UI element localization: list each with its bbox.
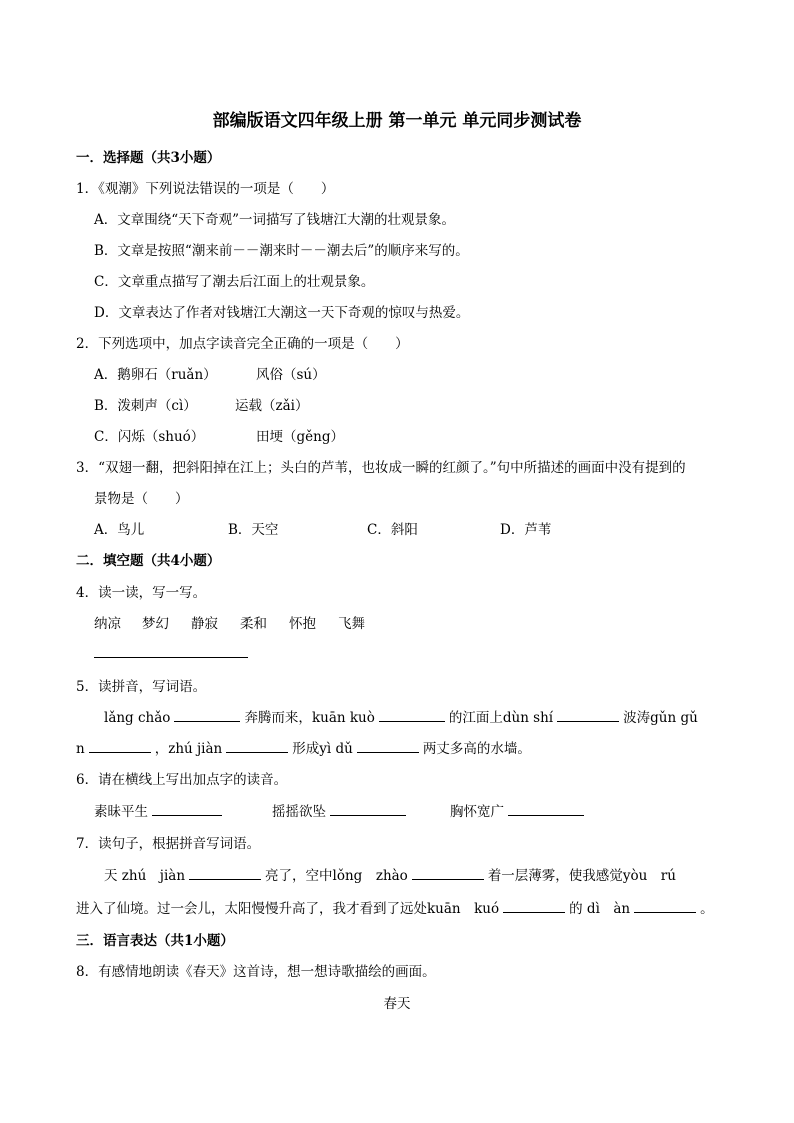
text: 奔腾而来， [244,710,312,726]
question-5-line2 [76,737,531,757]
answer-blank[interactable] [174,707,240,722]
section-heading-expression: 三．语言表达（共1小题） [76,933,234,949]
pinyin: lǎng chǎo [104,710,171,726]
answer-blank[interactable] [379,707,445,722]
answer-blank[interactable] [89,738,151,753]
question-7-line2 [76,897,714,917]
question-7-stem: 7．读句子，根据拼音写词语。 [76,836,261,852]
question-2-option-b: B．泼刺声（cì） [94,398,197,414]
pinyin: dùn shí [502,710,554,726]
pinyin: zhú jiàn [121,868,186,884]
question-4-word: 柔和 [240,616,267,632]
answer-blank[interactable] [508,801,584,816]
question-1-option-c: C．文章重点描写了潮去后江面上的壮观景象。 [94,274,375,290]
word: 胸怀宽广 [450,804,504,820]
answer-blank[interactable] [226,738,288,753]
text: 波涛 [623,710,651,726]
question-8-stem: 8．有感情地朗读《春天》这首诗，想一想诗歌描绘的画面。 [76,964,436,980]
question-4-word: 纳凉 [94,616,121,632]
question-7-line1 [104,864,676,884]
question-3-option-b: B．天空 [228,522,279,538]
text: ， [154,741,169,757]
question-3-stem-line1: 3．“双翅一翻，把斜阳掉在江上；头白的芦苇，也妆成一瞬的红颜了。”句中所描述的画面中没有提到的 [76,460,686,476]
question-2-option-b-word2: 运载（zǎi） [235,398,309,414]
question-6-item-2 [272,800,410,820]
question-5-line1 [104,706,698,726]
section-heading-fill: 二．填空题（共4小题） [76,553,221,569]
question-4-word: 飞舞 [338,616,365,632]
question-4-word: 梦幻 [142,616,169,632]
text: 着一层薄雾，使我感觉 [487,868,623,884]
question-1-option-b: B．文章是按照“潮来前－－潮来时－－潮去后”的顺序来写的。 [94,243,469,259]
answer-blank[interactable] [634,898,696,913]
text: 的江面上 [448,710,503,726]
question-3-option-a: A．鸟儿 [94,522,145,538]
question-2-option-a: A．鹅卵石（ruǎn） [94,367,217,383]
question-2-option-c-word2: 田埂（gěng） [256,429,344,445]
answer-blank[interactable] [503,898,565,913]
pinyin: yòu rú [622,868,676,884]
pinyin: yì dǔ [319,741,353,757]
text: 形成 [292,741,320,757]
question-3-stem-line2: 景物是（ ） [94,491,189,507]
text: 两丈多高的水墙。 [422,741,531,757]
question-1-option-d: D．文章表达了作者对钱塘江大潮这一天下奇观的惊叹与热爱。 [94,305,470,321]
answer-blank[interactable] [412,865,484,880]
pinyin: zhú jiàn [168,741,223,757]
question-6-item-3 [450,800,588,820]
question-5-stem: 5．读拼音，写词语。 [76,679,207,695]
text: 。 [700,901,714,917]
question-6-stem: 6．请在横线上写出加点字的读音。 [76,772,288,788]
pinyin: kuān kuó [427,901,500,917]
text: 亮了，空中 [265,868,333,884]
question-4-answer-line[interactable] [94,644,248,658]
text: 进入了仙境。过一会儿，太阳慢慢升高了，我才看到了远处 [76,901,427,917]
question-1-option-a: A．文章围绕“天下奇观”一词描写了钱塘江大潮的壮观景象。 [94,212,456,228]
pinyin: n [76,741,85,757]
word: 素昧平生 [94,804,148,820]
text: 的 [569,901,583,917]
word: 摇摇欲坠 [272,804,326,820]
question-2-option-a-word2: 风俗（sú） [256,367,326,383]
pinyin: gǔn gǔ [650,710,698,726]
page-title: 部编版语文四年级上册 第一单元 单元同步测试卷 [212,111,582,131]
text: 天 [104,868,118,884]
question-2-option-c: C．闪烁（shuó） [94,429,205,445]
question-3-option-d: D．芦苇 [500,522,552,538]
answer-blank[interactable] [330,801,406,816]
question-4-word: 静寂 [191,616,218,632]
question-1-stem: 1．《观潮》下列说法错误的一项是（ ） [76,181,335,197]
pinyin: lǒng zhào [332,868,408,884]
answer-blank[interactable] [357,738,419,753]
question-6-item-1 [94,800,226,820]
answer-blank[interactable] [152,801,222,816]
poem-title: 春天 [383,996,411,1012]
question-2-stem: 2．下列选项中，加点字读音完全正确的一项是（ ） [76,336,409,352]
question-4-word: 怀抱 [289,616,316,632]
answer-blank[interactable] [189,865,261,880]
pinyin: dì àn [586,901,631,917]
answer-blank[interactable] [557,707,619,722]
section-heading-choice: 一．选择题（共3小题） [76,150,221,166]
pinyin: kuān kuò [311,710,375,726]
question-4-stem: 4．读一读，写一写。 [76,585,207,601]
question-3-option-c: C．斜阳 [367,522,418,538]
